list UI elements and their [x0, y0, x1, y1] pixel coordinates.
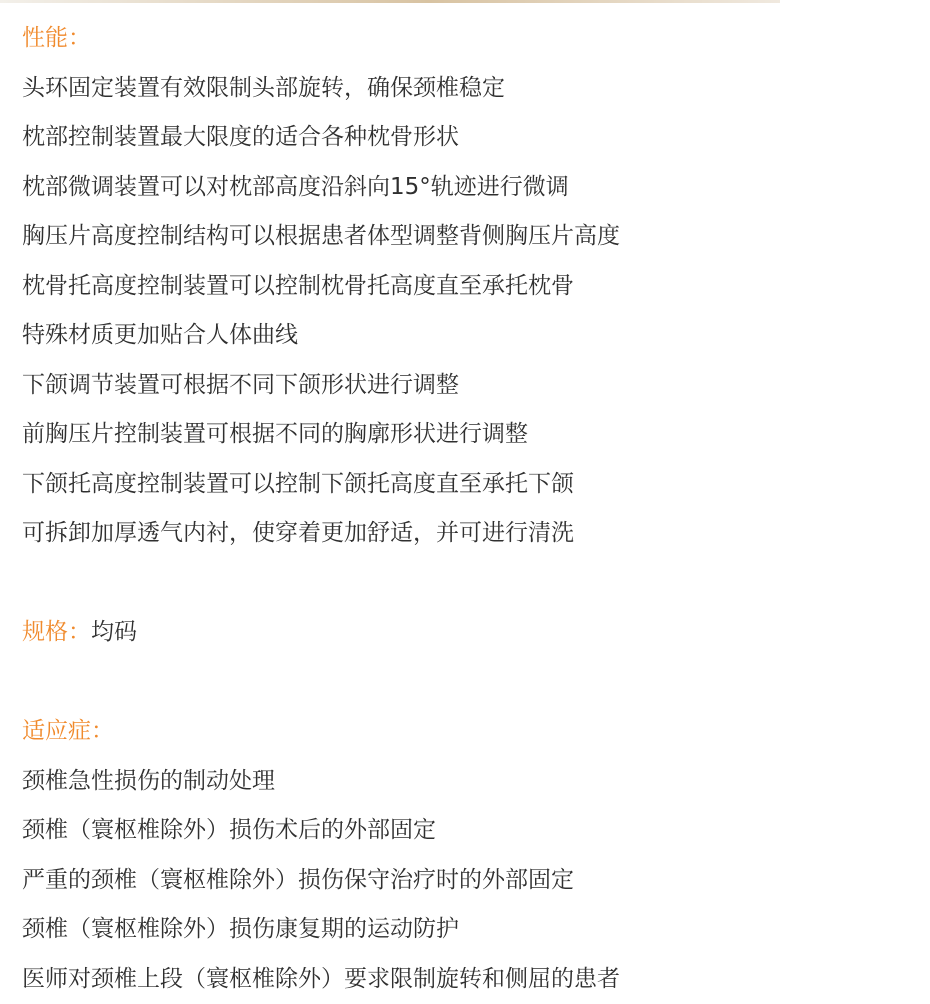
section-gap [22, 658, 902, 708]
indication-item: 颈椎（寰枢椎除外）损伤康复期的运动防护 [22, 905, 902, 955]
performance-item: 枕骨托高度控制装置可以控制枕骨托高度直至承托枕骨 [22, 262, 902, 312]
performance-item: 胸压片高度控制结构可以根据患者体型调整背侧胸压片高度 [22, 212, 902, 262]
indication-item: 医师对颈椎上段（寰枢椎除外）要求限制旋转和侧屈的患者 [22, 955, 902, 1004]
performance-item: 下颌调节装置可根据不同下颌形状进行调整 [22, 361, 902, 411]
performance-item: 可拆卸加厚透气内衬，使穿着更加舒适，并可进行清洗 [22, 509, 902, 559]
indication-item: 严重的颈椎（寰枢椎除外）损伤保守治疗时的外部固定 [22, 856, 902, 906]
indication-item: 颈椎（寰枢椎除外）损伤术后的外部固定 [22, 806, 902, 856]
performance-item: 特殊材质更加贴合人体曲线 [22, 311, 902, 361]
spec-label: 规格： [22, 619, 91, 645]
performance-item: 下颌托高度控制装置可以控制下颌托高度直至承托下颌 [22, 460, 902, 510]
performance-heading: 性能： [22, 14, 902, 64]
indication-item: 颈椎急性损伤的制动处理 [22, 757, 902, 807]
performance-item: 枕部控制装置最大限度的适合各种枕骨形状 [22, 113, 902, 163]
product-description [22, 14, 902, 1004]
performance-item: 前胸压片控制装置可根据不同的胸廓形状进行调整 [22, 410, 902, 460]
spec-line [22, 608, 902, 658]
performance-item: 枕部微调装置可以对枕部高度沿斜向15°轨迹进行微调 [22, 163, 902, 213]
spec-value: 均码 [91, 619, 137, 645]
indications-heading: 适应症： [22, 707, 902, 757]
top-divider [0, 0, 780, 3]
performance-item: 头环固定装置有效限制头部旋转，确保颈椎稳定 [22, 64, 902, 114]
section-gap [22, 559, 902, 609]
